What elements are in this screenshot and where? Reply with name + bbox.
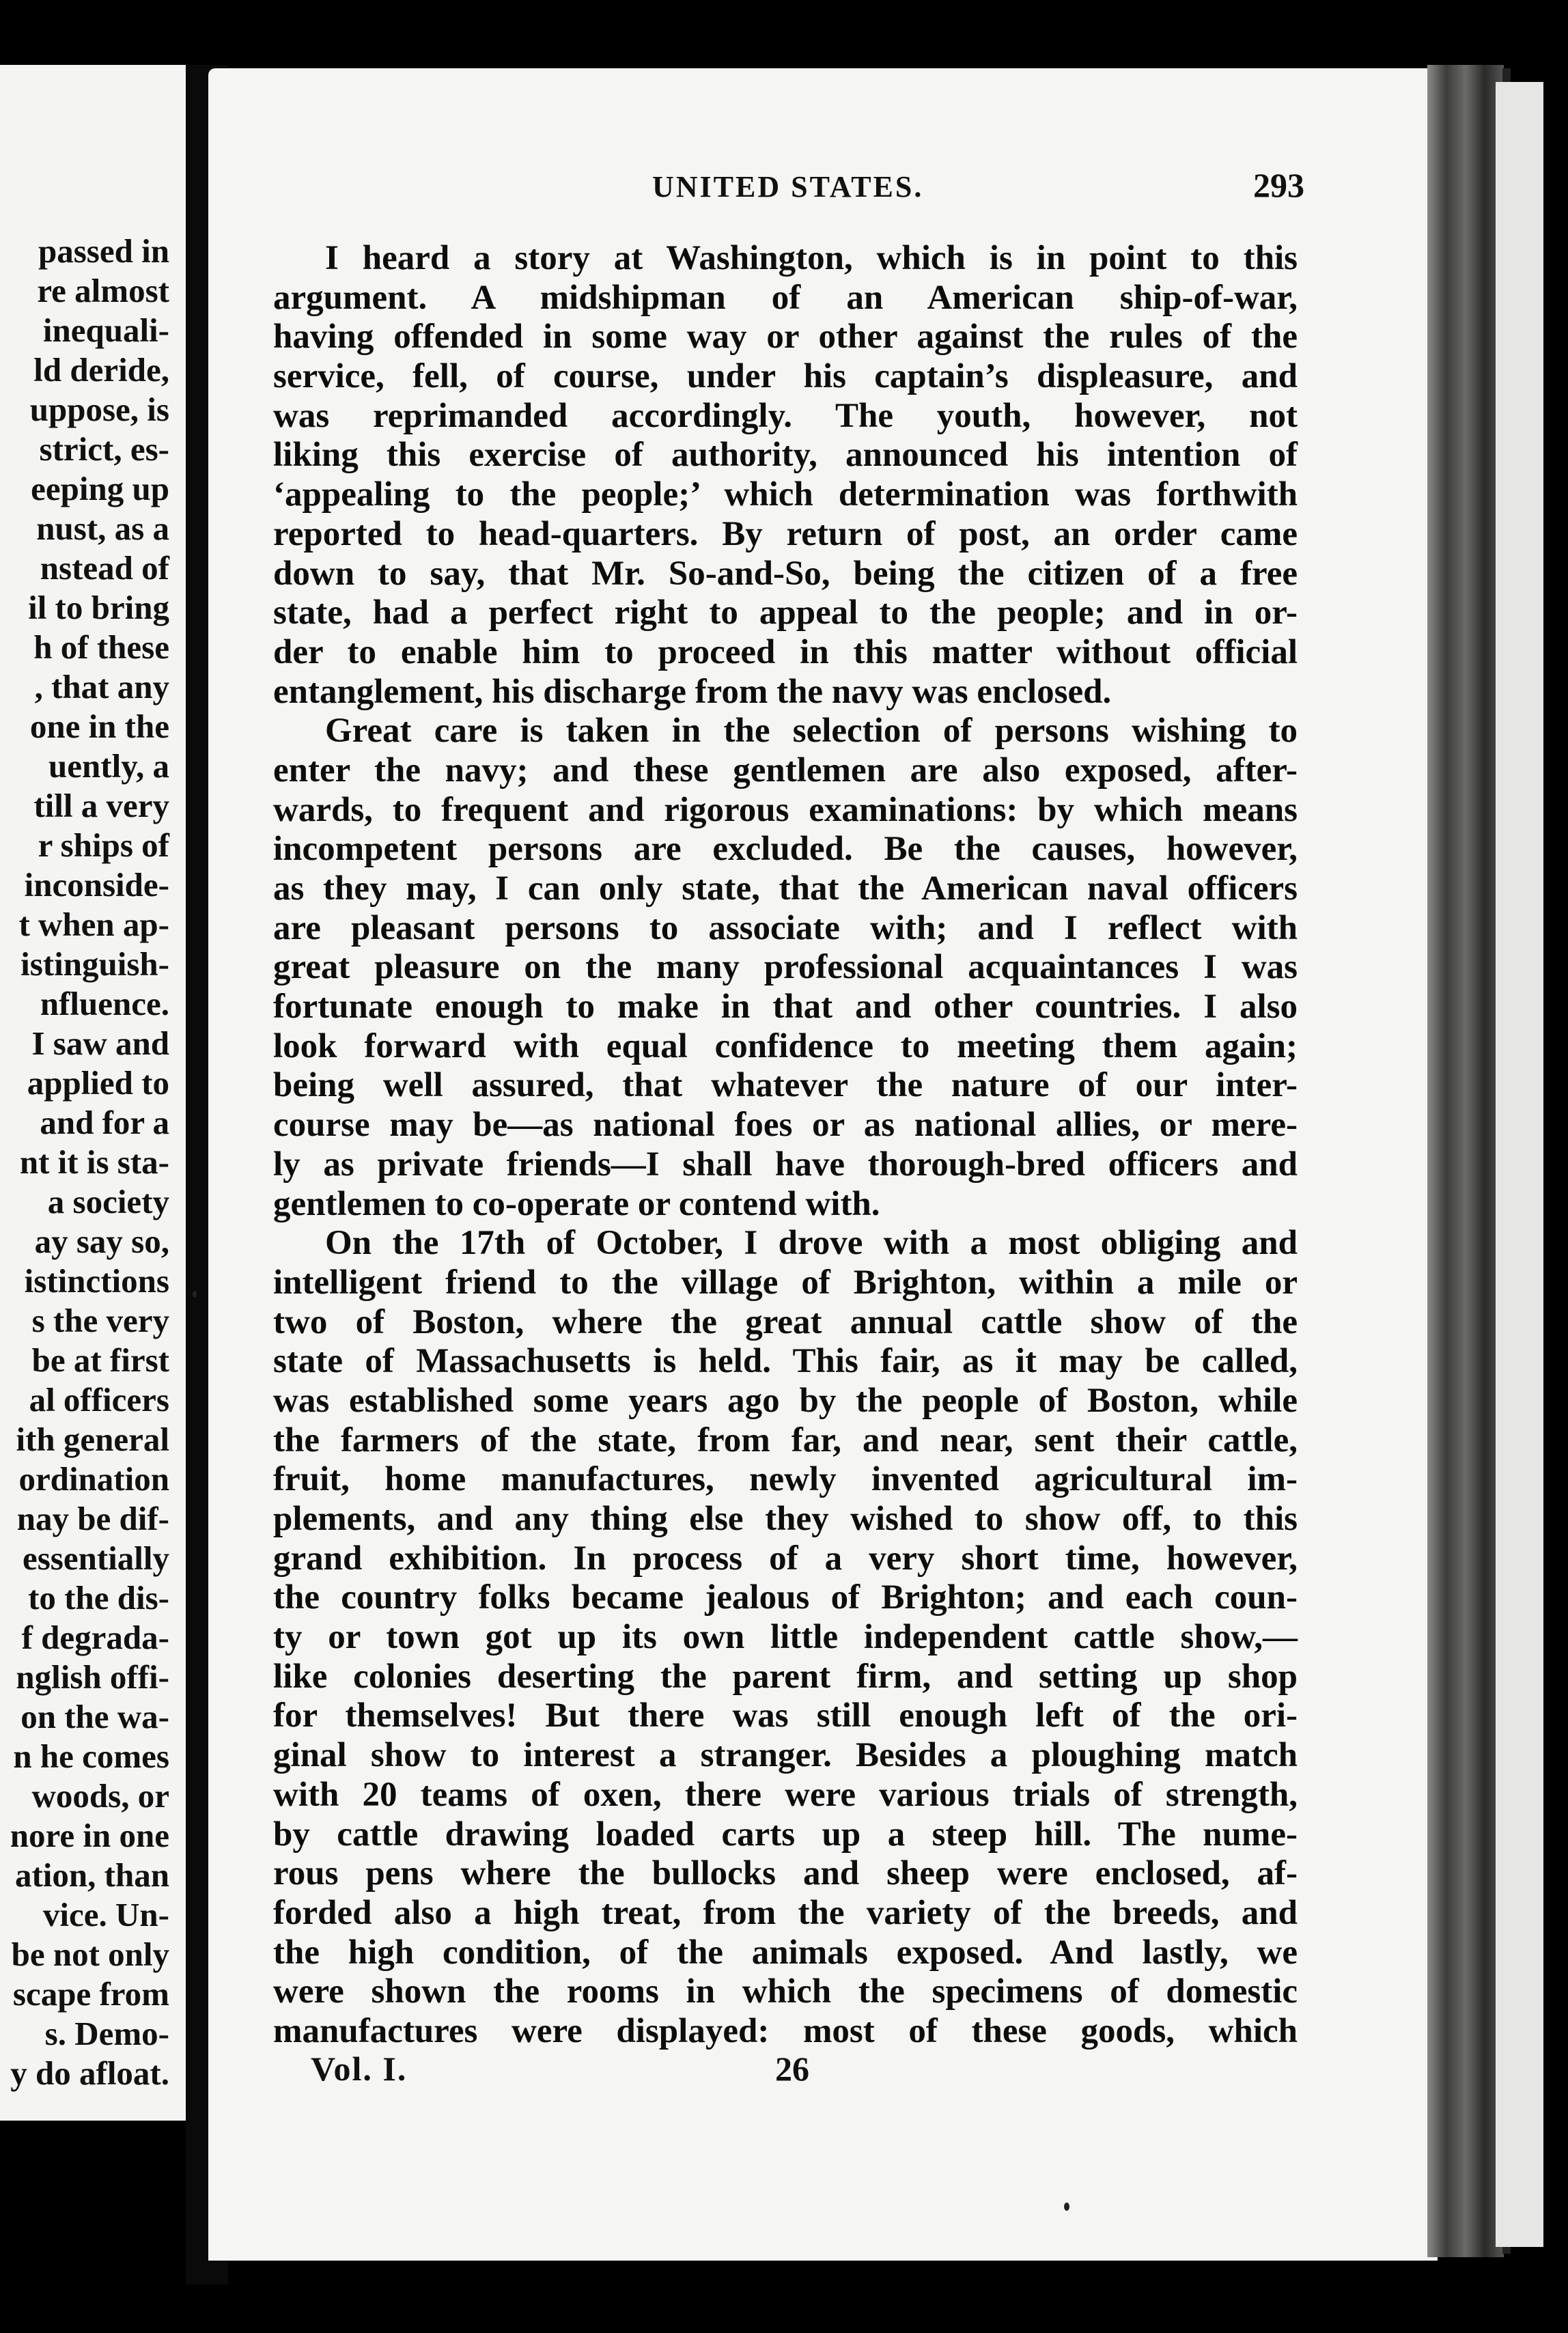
back-cover-edge [1496,82,1543,2247]
text-line: state, had a perfect right to appeal to the people; and in or- [273,593,1298,632]
text-line: plements, and any thing else they wished to show off, to this [273,1500,1298,1538]
text-line: having offended in some way or other against the rules of the [273,318,1298,357]
previous-page-line: to the dis- [28,1579,169,1617]
previous-page-line: nt it is sta- [19,1143,169,1181]
previous-page-line: ith general [16,1421,169,1458]
text-line: grand exhibition. In process of a very short time, however, [273,1539,1298,1578]
text-line: the country folks became jealous of Brighton; and each coun- [273,1578,1298,1617]
page-body-text [273,239,1298,2052]
text-line: der to enable him to proceed in this matter without official [273,632,1298,671]
previous-page-line: s the very [31,1302,169,1339]
text-line: were shown the rooms in which the specimens of domestic [273,1972,1298,2011]
text-line: by cattle drawing loaded carts up a steep hill. The nume- [273,1815,1298,1854]
text-line: look forward with equal confidence to meeting them again; [273,1026,1298,1065]
text-line: service, fell, of course, under his captain’s displeasure, and [273,357,1298,396]
text-line: course may be—as national foes or as national allies, or mere- [273,1106,1298,1145]
previous-page-line: istinguish- [20,945,169,983]
previous-page-line: ld deride, [33,351,169,389]
previous-page-edge [0,65,186,2121]
previous-page-line: woods, or [31,1777,169,1815]
sheet-signature-mark: 26 [775,2050,809,2088]
text-line: intelligent friend to the village of Brighton, within a mile or [273,1263,1298,1302]
previous-page-line: s. Demo- [44,2015,169,2052]
previous-page-line: inconside- [24,866,169,904]
text-line: incompetent persons are excluded. Be the causes, however, [273,830,1298,869]
text-line: fortunate enough to make in that and other countries. I also [273,988,1298,1026]
text-line: was established some years ago by the people of Boston, while [273,1381,1298,1420]
previous-page-line: strict, es- [39,430,169,468]
previous-page-line: be not only [11,1936,169,1973]
previous-page-line: ation, than [14,1856,169,1894]
text-line: like colonies deserting the parent firm, and setting up shop [273,1657,1298,1696]
previous-page-line: ordination [18,1460,169,1498]
text-line: manufactures were displayed: most of these goods, which [273,2011,1298,2050]
previous-page-line: vice. Un- [42,1896,169,1933]
previous-page-line: till a very [33,787,169,824]
previous-page-text [0,232,169,2093]
previous-page-line: uppose, is [29,391,169,428]
previous-page-line: one in the [29,708,169,745]
previous-page-line: f degrada- [21,1619,169,1656]
text-line: On the 17th of October, I drove with a most obliging and [325,1224,1298,1263]
previous-page-line: t when ap- [18,906,169,943]
text-line: as they may, I can only state, that the American naval officers [273,869,1298,908]
previous-page-line: I saw and [31,1024,169,1062]
text-line: ginal show to interest a stranger. Besides a ploughing match [273,1736,1298,1775]
previous-page-line: nfluence. [40,985,169,1022]
previous-page-line: essentially [22,1539,169,1577]
text-line: argument. A midshipman of an American ship-of-war, [273,278,1298,317]
previous-page-line: n he comes [13,1737,169,1775]
text-line: forded also a high treat, from the variety of the breeds, and [273,1893,1298,1932]
text-line: enter the navy; and these gentlemen are also exposed, after- [273,751,1298,790]
previous-page-line: be at first [31,1341,169,1379]
text-line: gentlemen to co-operate or contend with. [273,1184,880,1223]
previous-page-line: re almost [37,272,169,309]
previous-page-line: y do afloat. [10,2054,169,2092]
text-line: the high condition, of the animals exposed. And lastly, we [273,1933,1298,1972]
previous-page-line: nstead of [40,549,169,587]
text-line: ly as private friends—I shall have thorough-bred officers and [273,1145,1298,1184]
page-footer [311,2049,857,2097]
running-title: UNITED STATES. [652,170,924,204]
previous-page-line: nore in one [10,1817,169,1854]
text-line: with 20 teams of oxen, there were various trials of strength, [273,1775,1298,1814]
previous-page-line: nay be dif- [16,1500,169,1537]
previous-page-line: applied to [27,1064,169,1102]
text-line: two of Boston, where the great annual cattle show of the [273,1302,1298,1341]
text-line: down to say, that Mr. So-and-So, being the citizen of a free [273,554,1298,593]
previous-page-line: uently, a [48,747,169,785]
text-line: reported to head-quarters. By return of post, an order came [273,514,1298,553]
text-line: ty or town got up its own little independent cattle show,— [273,1618,1298,1657]
previous-page-line: passed in [38,232,169,270]
volume-signature: Vol. I. [311,2050,408,2088]
text-line: fruit, home manufactures, newly invented agricultural im- [273,1460,1298,1499]
text-line: rous pens where the bullocks and sheep were enclosed, af- [273,1854,1298,1893]
previous-page-line: , that any [34,668,169,706]
previous-page-line: istinctions [24,1262,169,1300]
running-head [287,166,1304,210]
text-line: I heard a story at Washington, which is in point to this [325,239,1298,277]
text-line: great pleasure on the many professional acquaintances I was [273,948,1298,987]
page-block-edge [1427,65,1504,2257]
previous-page-line: a society [47,1183,169,1220]
previous-page-line: al officers [29,1381,169,1419]
previous-page-line: ay say so, [34,1223,169,1260]
text-line: wards, to frequent and rigorous examinations: by which means [273,790,1298,829]
previous-page-line: inequali- [42,311,169,349]
previous-page-line: and for a [40,1104,169,1141]
text-line: the farmers of the state, from far, and near, sent their cattle, [273,1421,1298,1459]
text-line: liking this exercise of authority, announced his intention of [273,436,1298,475]
text-line: for themselves! But there was still enough left of the ori- [273,1696,1298,1735]
previous-page-line: eeping up [31,470,169,507]
text-line: state of Massachusetts is held. This fair, as it may be called, [273,1342,1298,1381]
previous-page-line: nglish offi- [16,1658,169,1696]
text-line: Great care is taken in the selection of persons wishing to [325,712,1298,751]
text-line: was reprimanded accordingly. The youth, however, not [273,396,1298,435]
ink-speck [193,1291,197,1298]
text-line: entanglement, his discharge from the navy was enclosed. [273,672,1112,711]
page-number: 293 [1253,166,1304,204]
text-line: ‘appealing to the people;’ which determination was forthwith [273,475,1298,514]
text-line: being well assured, that whatever the nature of our inter- [273,1066,1298,1105]
text-line: are pleasant persons to associate with; and I reflect with [273,908,1298,947]
previous-page-line: nust, as a [36,509,169,547]
ink-speck [1064,2203,1069,2211]
previous-page-line: scape from [12,1975,169,2013]
previous-page-line: r ships of [38,826,169,864]
previous-page-line: il to bring [28,589,169,626]
previous-page-line: h of these [33,628,169,666]
previous-page-line: on the wa- [20,1698,169,1735]
